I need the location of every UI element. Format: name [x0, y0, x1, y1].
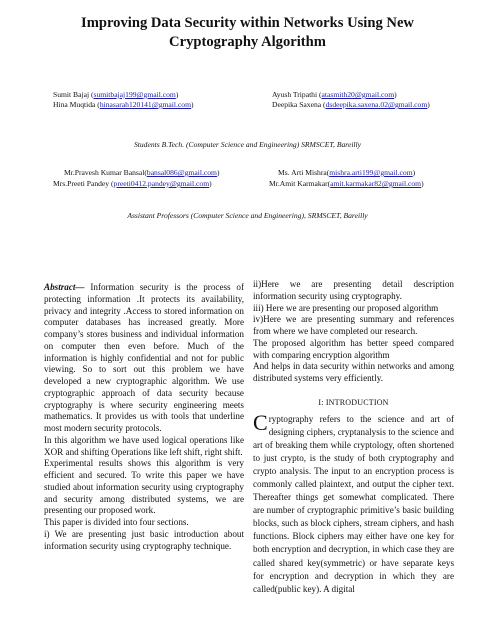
author-arti: Ms. Arti Mishra(mishra.arti199@gmail.com)	[278, 168, 416, 177]
author-hina: Hina Muqtida (hinasarah120141@gmail.com)	[53, 100, 194, 109]
paper-title	[40, 14, 455, 52]
author-preeti: Mrs.Preeti Pandey (preeti0412.pandey@gmail.com)	[53, 179, 212, 188]
email-link[interactable]: dsdeepika.saxena.02@gmail.com	[325, 100, 428, 109]
abstract-paragraph: i) We are presenting just basic introduction about information security using cryptography technique.	[44, 528, 244, 551]
author-sumit: Sumit Bajaj (sumitbajaj199@gmail.com)	[53, 90, 179, 99]
author-deepika: Deepika Saxena (dsdeepika.saxena.02@gmail.com)	[272, 100, 430, 109]
section-list-item: iii) Here we are presenting our proposed algorithm	[253, 302, 439, 313]
abstract-lead: Abstract—	[44, 282, 85, 292]
summary-paragraph: And helps in data security within networks and among distributed systems very efficiently.	[253, 361, 454, 383]
title-line-2: Cryptography Algorithm	[169, 34, 326, 50]
abstract-paragraph: Abstract— Information security is the process of protecting information .It protects its availability, privacy and integrity .Access to stored information on computer databases has increased greatly. More company’s stores business and individual information on computer then even before. Much of the information is highly confidential and not for public viewing. So to sort out this problem we have developed a new cryptographic algorithm. We use cryptographic approach of data security because cryptography is where security engineering meets mathematics. It provides us with tools that underline most modern security protocols.	[44, 282, 244, 433]
email-link[interactable]: hinasarah120141@gmail.com	[99, 100, 191, 109]
professors-affiliation: Assistant Professors (Computer Science and Engineering), SRMSCET, Bareilly	[127, 211, 368, 220]
email-link[interactable]: bansal086@gmail.com	[146, 168, 217, 177]
right-column	[253, 279, 454, 596]
title-line-1: Improving Data Security within Networks Using New	[81, 15, 414, 31]
section-list-item: iv)Here we are presenting summary and references from where we have completed our research.	[253, 314, 454, 336]
abstract-paragraph: In this algorithm we have used logical operations like XOR and shifting Operations like left shift, right shift.	[44, 434, 244, 457]
section-list-item: ii)Here we are presenting detail description information security using cryptography.	[253, 279, 454, 301]
abstract-paragraph: Experimental results shows this algorithm is very efficient and secured. To write this paper we have studied about information security using cryptography and security among distributed systems, we are presenting our proposed work.	[44, 458, 244, 516]
author-ayush: Ayush Tripathi (atasmith20@gmail.com)	[272, 90, 397, 99]
abstract-paragraph: This paper is divided into four sections.	[44, 517, 189, 527]
author-pravesh: Mr.Pravesh Kumar Bansal(bansal086@gmail.com)	[64, 168, 220, 177]
intro-paragraph: Cryptography refers to the science and art of designing ciphers, cryptanalysis to the science and art of breaking them while cryptology, often shortened to just crypto, is the study of both cryptography and crypto analysis. The input to an encryption process is commonly called plaintext, and output the cipher text. Thereafter things get somewhat complicated. There are number of cryptographic primitive’s basic building blocks, such as block ciphers, stream ciphers, and hash functions. Block ciphers may either have one key for both encryption and decryption, in which case they are called shared key(symmetric) or have separate keys for encryption and decryption in which they are called(public key). A digital	[253, 409, 454, 594]
email-link[interactable]: amit.karmakar82@gmail.com	[330, 179, 422, 188]
email-link[interactable]: atasmith20@gmail.com	[321, 90, 395, 99]
section-heading: I: INTRODUCTION	[318, 397, 389, 407]
email-link[interactable]: sumitbajaj199@gmail.com	[93, 90, 176, 99]
left-column	[44, 282, 244, 552]
students-affiliation: Students B.Tech. (Computer Science and Engineering) SRMSCET, Bareilly	[133, 140, 362, 149]
summary-paragraph: The proposed algorithm has better speed compared with comparing encryption algorithm	[253, 337, 454, 360]
drop-cap: C	[253, 409, 268, 435]
author-amit: Mr.Amit Karmakar(amit.karmakar82@gmail.com)	[269, 179, 424, 188]
email-link[interactable]: preeti0412.pandey@gmail.com	[113, 179, 210, 188]
email-link[interactable]: mishra.arti199@gmail.com	[329, 168, 413, 177]
